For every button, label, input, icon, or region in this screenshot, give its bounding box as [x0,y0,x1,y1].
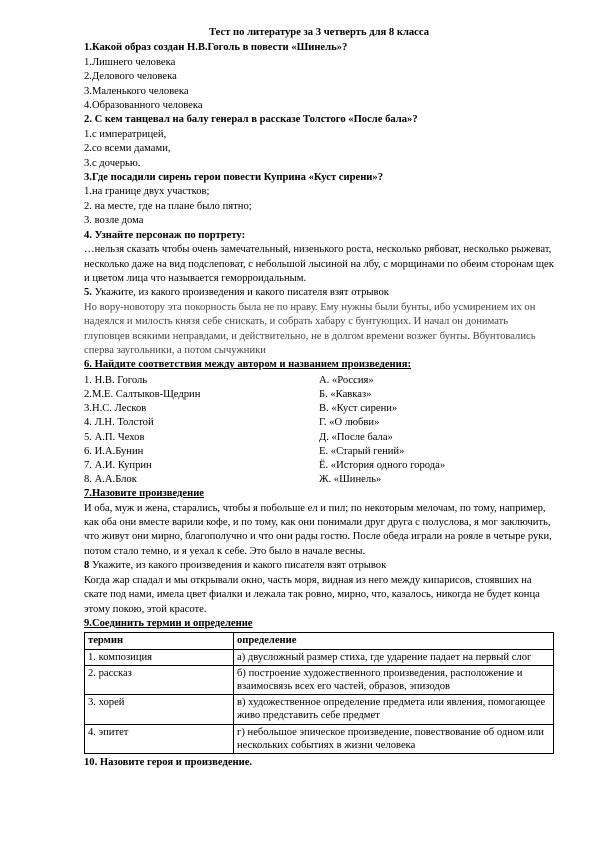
q6-author: 1. Н.В. Гоголь [84,374,148,386]
question-3: 3.Где посадили сирень герои повести Куприна «Куст сирени»? [84,172,384,184]
terms-table-header [85,633,554,649]
q2-option-2: 2.со всеми дамами, [84,143,171,155]
question-5 [84,286,554,300]
term-cell: 2. рассказ [85,665,234,694]
header-term: термин [85,633,234,649]
q8-prompt: Укажите, из какого произведения и какого писателя взят отрывок [91,560,387,572]
table-row [85,649,554,665]
page-title: Тест по литературе за 3 четверть для 8 класса [208,27,430,38]
table-row [85,695,554,724]
q5-prompt: Укажите, из какого произведения и какого писателя взят отрывок [94,287,389,299]
q6-work: Г. «О любви» [319,417,380,429]
q6-author: 8. А.А.Блок [84,474,137,486]
q8-excerpt: Когда жар спадал и мы открывали окно, часть моря, видная из него между кипарисов, стоявших на скате под нами, имела цвет фиалки и лежала так ровно, мирно, что, казалось, никогда не будет конца этому покою, этой красоте. [84,574,540,615]
q2-option-3: 3.с дочерью. [84,157,141,169]
q6-authors [84,374,319,488]
q3-option-3: 3. возле дома [84,215,144,227]
q6-author: 5. А.П. Чехов [84,431,145,443]
q6-work: Ё. «История одного города» [319,459,446,471]
question-4: 4. Узнайте персонаж по портрету: [84,229,246,241]
table-row [85,665,554,694]
table-row [85,724,554,753]
q1-option-3: 3.Маленького человека [84,85,189,97]
q6-work: В. «Куст сирени» [319,403,398,415]
q6-work: Б. «Кавказ» [319,388,372,400]
q6-works [319,374,554,488]
question-8 [84,559,554,573]
test-content [84,26,554,770]
q1-option-4: 4.Образованного человека [84,100,203,112]
q2-option-1: 1.с императрицей, [84,128,167,140]
q5-excerpt: Но вору-новотору эта покорность была не по нраву. Ему нужны были бунты, ибо усмирением их он надеялся и милость князя себе снискать, и собрать хабару с бунтующих. И начал он донимать глуповцев всякими неправдами, и действительно, не в долгом времени возжег бунты. Вбунтовались сперва заугольники, а потом сычужники [84,301,536,356]
q6-author: 2.М.Е. Салтыков-Щедрин [84,388,201,400]
q1-option-1: 1.Лишнего человека [84,56,176,68]
q3-option-1: 1.на границе двух участков; [84,186,210,198]
q5-number: 5. [84,287,92,299]
q6-work: Д. «После бала» [319,431,393,443]
question-10: 10. Назовите героя и произведение. [84,756,253,768]
definition-cell: а) двусложный размер стиха, где ударение падает на первый слог [234,649,554,665]
q6-author: 6. И.А.Бунин [84,445,144,457]
definition-cell: в) художественное определение предмета или явления, помогающее живо представить себе предмет [234,695,554,724]
question-2: 2. С кем танцевал на балу генерал в рассказе Толстого «После бала»? [84,114,418,126]
q7-excerpt: И оба, муж и жена, старались, чтобы я побольше ел и пил; по некоторым мелочам, по тому, например, как оба они вместе варили кофе, и по тому, как они понимали друг друга с полуслова, я мог заключить, что живут они мирно, благополучно и что они рады гостю. После обеда играли на рояле в четыре руки, потом стало темно, и я уехал к себе. Это было в начале весны. [84,502,552,557]
q6-author: 3.Н.С. Лесков [84,403,147,415]
question-6: 6. Найдите соответствия между автором и названием произведения: [84,359,412,371]
q6-match-list [84,374,554,488]
definition-cell: б) построение художественного произведения, расположение и взаимосвязь всех его частей, образов, эпизодов [234,665,554,694]
definition-cell: г) небольшое эпическое произведение, повествование об одном или нескольких событиях в жизни человека [234,724,554,753]
q6-author: 7. А.И. Куприн [84,459,152,471]
question-9: 9.Соединить термин и определение [84,617,253,629]
q1-option-2: 2.Делового человека [84,71,177,83]
q6-work: А. «Россия» [319,374,374,386]
header-definition: определение [234,633,554,649]
q4-portrait-text: …нельзя сказать чтобы очень замечательный, низенького роста, несколько рябоват, несколько рыжеват, несколько даже на вид подслеповат, с небольшой лысиной на лбу, с морщинами по обеим сторонам щек и цветом лица что называется геморроидальным. [84,244,554,284]
term-cell: 3. хорей [85,695,234,724]
q6-author: 4. Л.Н. Толстой [84,417,154,429]
q6-work: Ж. «Шинель» [319,474,382,486]
q3-option-2: 2. на месте, где на плане было пятно; [84,200,252,212]
term-cell: 1. композиция [85,649,234,665]
question-7: 7.Назовите произведение [84,488,204,500]
q8-number: 8 [84,560,90,572]
q6-work: Е. «Старый гений» [319,445,405,457]
question-1: 1.Какой образ создан Н.В.Гоголь в повести «Шинель»? [84,42,348,54]
terms-table [84,632,554,754]
term-cell: 4. эпитет [85,724,234,753]
